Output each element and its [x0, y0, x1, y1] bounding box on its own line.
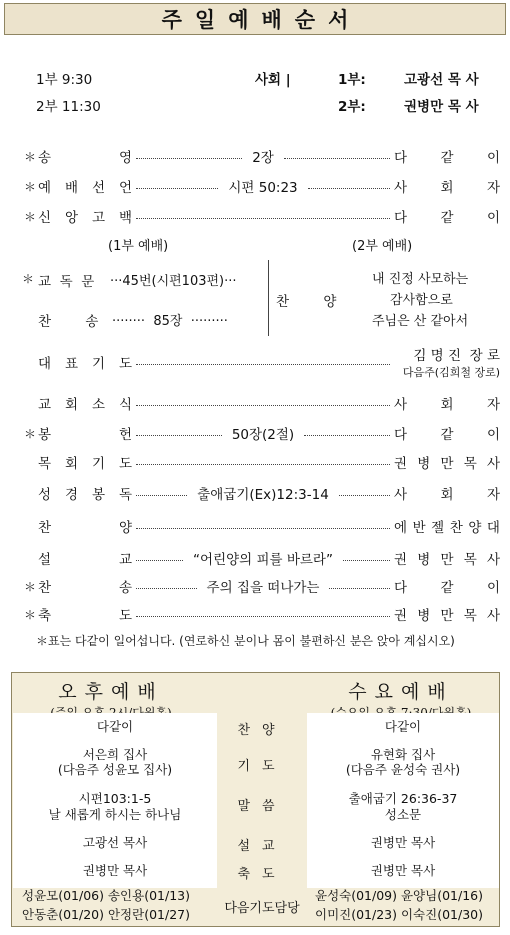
- order-leader: [394, 548, 500, 568]
- stand-marker: ＊: [23, 209, 36, 224]
- order-label-char: 경: [64, 487, 79, 503]
- order-label-char: 회: [64, 397, 79, 413]
- presider-label: 사회 |: [255, 72, 291, 88]
- order-label-char: 도: [118, 356, 132, 372]
- order-leader-char: 만: [440, 552, 454, 568]
- order-label: [36, 604, 132, 624]
- order-label-char: 헌: [118, 427, 132, 443]
- wednesday-prayer-next: (다음주 윤성숙 권사): [345, 762, 461, 777]
- middle-duty: 다음기도담당: [224, 901, 300, 916]
- hymn-title-1: 내 진정 사모하는: [372, 272, 469, 287]
- leader-dots: [339, 495, 390, 496]
- wednesday-duty-1: 윤성숙(01/09) 윤양님(01/16): [315, 888, 483, 903]
- order-label: [36, 483, 132, 503]
- order-leader: [394, 452, 500, 472]
- leader-dots: [136, 528, 390, 529]
- leader-dots: [136, 560, 183, 561]
- order-detail: “어린양의 피를 바르라”: [193, 552, 333, 568]
- order-row: [20, 146, 500, 166]
- middle-sermon: 설교: [237, 839, 287, 854]
- order-leader-char: 병: [417, 456, 431, 472]
- order-leader-char: 권: [394, 608, 408, 624]
- order-label-char: 축: [38, 608, 52, 624]
- order-leader: [394, 576, 500, 596]
- order-row: [20, 423, 500, 443]
- order-leader-char: 이: [486, 427, 500, 443]
- hymn-title-3: 주님은 산 같아서: [372, 314, 469, 329]
- middle-prayer: 기도: [237, 759, 287, 774]
- afternoon-duty-2: 안동춘(01/20) 안정란(01/27): [22, 907, 190, 922]
- order-label-char: 앙: [64, 210, 79, 226]
- wednesday-benediction: 권병만 목사: [370, 863, 436, 878]
- order-leader-next: 다음주(김희철 장로): [402, 366, 500, 379]
- order-leader-char: 다: [394, 210, 408, 226]
- wednesday-duty-2: 이미진(01/23) 이숙진(01/30): [315, 907, 483, 922]
- stand-marker: ＊: [23, 149, 36, 164]
- stand-marker: ＊: [23, 579, 36, 594]
- order-leader-char: 다: [394, 150, 408, 166]
- hymn-title-2: 감사함으로: [390, 293, 453, 308]
- order-leader-char: 같: [440, 580, 454, 596]
- order-leader-char: 자: [486, 487, 500, 503]
- order-leader-name: 김 명 진 장 로: [413, 348, 500, 364]
- wednesday-column: [307, 713, 499, 888]
- order-label-char: 신: [38, 210, 52, 226]
- order-leader-char: 사: [394, 397, 408, 413]
- order-label: [36, 206, 132, 226]
- order-label-char: 회: [64, 456, 79, 472]
- order-label-char: 고: [91, 210, 106, 226]
- wednesday-prayer: 유현화 집사: [370, 747, 436, 762]
- order-label: [36, 352, 132, 372]
- service1-label: 1부:: [338, 72, 366, 88]
- order-leader: [394, 344, 500, 380]
- order-leader-char: 회: [440, 397, 454, 413]
- leader-dots: [136, 188, 218, 189]
- afternoon-duty-1: 성윤모(01/06) 송인용(01/13): [22, 888, 190, 903]
- order-label-char: 도: [118, 608, 132, 624]
- stand-marker: ＊: [23, 426, 36, 441]
- order-label-char: 영: [118, 150, 132, 166]
- order-leader-char: 대: [486, 520, 500, 536]
- leader-dots: [136, 218, 390, 219]
- order-label-char: 기: [91, 456, 106, 472]
- order-label-char: 식: [118, 397, 132, 413]
- order-label: [36, 176, 132, 196]
- order-leader-char: 사: [486, 456, 500, 472]
- leader-dots: [136, 435, 222, 436]
- order-leader-char: 이: [486, 580, 500, 596]
- order-label-char: 송: [38, 150, 52, 166]
- order-leader: [394, 146, 500, 166]
- order-label-char: 봉: [91, 487, 106, 503]
- service2-time: 2부 11:30: [36, 99, 101, 115]
- order-leader-char: 젤: [431, 520, 445, 536]
- afternoon-prayer: 서은희 집사: [82, 747, 148, 762]
- wednesday-sermon-title: 성소문: [384, 807, 422, 822]
- order-leader-char: 목: [463, 456, 477, 472]
- order-label-char: 교: [118, 552, 132, 568]
- leader-dots: [304, 435, 390, 436]
- order-leader-char: 같: [440, 150, 454, 166]
- order-leader-char: 사: [394, 180, 408, 196]
- order-label-char: 배: [64, 180, 79, 196]
- afternoon-preacher: 고광선 목사: [82, 835, 148, 850]
- wednesday-preacher: 권병만 목사: [370, 835, 436, 850]
- order-label: [36, 452, 132, 472]
- order-label: [36, 516, 132, 536]
- row2-label: 찬 송: [38, 314, 99, 330]
- order-leader-char: 사: [394, 487, 408, 503]
- order-label-char: 백: [118, 210, 132, 226]
- order-leader-char: 사: [486, 552, 500, 568]
- order-leader-char: 권: [394, 456, 408, 472]
- order-leader-char: 회: [440, 180, 454, 196]
- order-label-char: 목: [38, 456, 52, 472]
- order-leader-char: 이: [486, 150, 500, 166]
- stand-marker: ＊: [23, 607, 36, 622]
- leader-dots: [136, 158, 242, 159]
- order-label-char: 독: [118, 487, 132, 503]
- order-leader-char: 자: [486, 180, 500, 196]
- afternoon-hymn: 다같이: [96, 719, 134, 734]
- stand-marker: ＊: [23, 179, 36, 194]
- order-label-char: 도: [118, 456, 132, 472]
- order-label-char: 선: [91, 180, 106, 196]
- order-label-char: 찬: [38, 520, 52, 536]
- order-row: [20, 548, 500, 568]
- leader-dots: [284, 158, 390, 159]
- row2-value: ········ 85장 ·········: [112, 314, 228, 329]
- order-row: [20, 393, 500, 413]
- order-label: [36, 146, 132, 166]
- afternoon-title: 오후예배: [58, 681, 164, 703]
- order-detail: 2장: [252, 150, 274, 166]
- order-leader-char: 목: [463, 552, 477, 568]
- order-label: [36, 576, 132, 596]
- wednesday-title: 수요예배: [348, 681, 454, 703]
- leader-dots: [343, 560, 390, 561]
- order-leader-char: 다: [394, 580, 408, 596]
- order-leader: [394, 604, 500, 624]
- wednesday-scripture: 출애굽기 26:36-37: [348, 791, 458, 806]
- order-leader-char: 찬: [449, 520, 463, 536]
- order-label-char: 언: [118, 180, 132, 196]
- afternoon-benediction: 권병만 목사: [82, 863, 148, 878]
- order-leader-char: 만: [440, 608, 454, 624]
- order-leader-char: 같: [440, 210, 454, 226]
- order-label-char: 양: [118, 520, 132, 536]
- service2-label: 2부:: [338, 99, 366, 115]
- order-row: [20, 483, 500, 503]
- divider-line: [268, 260, 269, 336]
- standing-note: ＊표는 다같이 일어섭니다. (연로하신 분이나 몸이 불편하신 분은 앉아 계십시오): [36, 634, 455, 648]
- order-leader-char: 같: [440, 427, 454, 443]
- evening-services-panel: [11, 672, 500, 927]
- order-label: [36, 393, 132, 413]
- afternoon-sermon-title: 날 새롭게 하시는 하나님: [48, 807, 182, 822]
- order-label-char: 소: [91, 397, 106, 413]
- order-row: [20, 206, 500, 226]
- order-leader-char: 에: [394, 520, 408, 536]
- order-leader-char: 회: [440, 487, 454, 503]
- leader-dots: [136, 364, 390, 365]
- order-leader-char: 병: [417, 608, 431, 624]
- order-detail: 시편 50:23: [228, 180, 298, 196]
- order-label-char: 설: [38, 552, 52, 568]
- order-leader-char: 사: [486, 608, 500, 624]
- order-detail: 출애굽기(Ex)12:3-14: [197, 487, 329, 503]
- order-leader-char: 반: [412, 520, 426, 536]
- order-label-char: 봉: [38, 427, 52, 443]
- order-label-char: 대: [38, 356, 52, 372]
- order-label-char: 찬: [38, 580, 52, 596]
- order-leader-char: 이: [486, 210, 500, 226]
- order-label-char: 성: [38, 487, 52, 503]
- col1-label: (1부 예배): [108, 239, 169, 254]
- order-label: [36, 423, 132, 443]
- afternoon-column: [13, 713, 217, 888]
- order-leader-char: 만: [440, 456, 454, 472]
- leader-dots: [136, 464, 390, 465]
- order-row: [20, 604, 500, 624]
- order-row: [20, 576, 500, 596]
- order-leader-char: 권: [394, 552, 408, 568]
- order-leader: [394, 206, 500, 226]
- order-row: [20, 176, 500, 196]
- leader-dots: [308, 188, 390, 189]
- order-detail: 50장(2절): [231, 427, 295, 443]
- order-row: [20, 452, 500, 472]
- order-detail: 주의 집을 떠나가는: [206, 580, 320, 596]
- order-leader-char: 자: [486, 397, 500, 413]
- order-leader: [394, 393, 500, 413]
- row1-value: ···45번(시편103편)···: [110, 274, 237, 289]
- order-label-char: 교: [38, 397, 52, 413]
- order-label-char: 표: [64, 356, 79, 372]
- order-leader: [394, 483, 500, 503]
- order-row: [20, 516, 500, 536]
- order-leader-char: 목: [463, 608, 477, 624]
- order-leader: [394, 516, 500, 536]
- order-label-char: 송: [118, 580, 132, 596]
- order-leader: [394, 423, 500, 443]
- page-title: 주일예배순서: [161, 7, 362, 32]
- middle-word: 말씀: [237, 799, 287, 814]
- row1-star: ＊: [22, 272, 35, 286]
- order-label: [36, 548, 132, 568]
- leader-dots: [136, 495, 187, 496]
- service1-presider: 고광선 목 사: [404, 72, 479, 88]
- middle-blessing: 축도: [237, 867, 287, 882]
- leader-dots: [136, 616, 390, 617]
- title-banner: [4, 3, 506, 35]
- order-row: [20, 348, 500, 379]
- service1-time: 1부 9:30: [36, 72, 93, 88]
- choir-label: 찬 양: [276, 294, 337, 310]
- row1-label: 교 독 문: [38, 274, 95, 290]
- leader-dots: [329, 588, 390, 589]
- middle-hymn: 찬양: [237, 723, 287, 738]
- order-label-char: 기: [91, 356, 106, 372]
- service2-presider: 권병만 목 사: [404, 99, 479, 115]
- leader-dots: [136, 588, 197, 589]
- order-leader-char: 다: [394, 427, 408, 443]
- order-leader: [394, 176, 500, 196]
- order-leader-char: 병: [417, 552, 431, 568]
- col2-label: (2부 예배): [352, 239, 413, 254]
- afternoon-scripture: 시편103:1-5: [78, 791, 152, 806]
- wednesday-hymn: 다같이: [384, 719, 422, 734]
- afternoon-prayer-next: (다음주 성윤모 집사): [57, 762, 173, 777]
- order-leader-char: 양: [468, 520, 482, 536]
- leader-dots: [136, 405, 390, 406]
- order-label-char: 예: [38, 180, 52, 196]
